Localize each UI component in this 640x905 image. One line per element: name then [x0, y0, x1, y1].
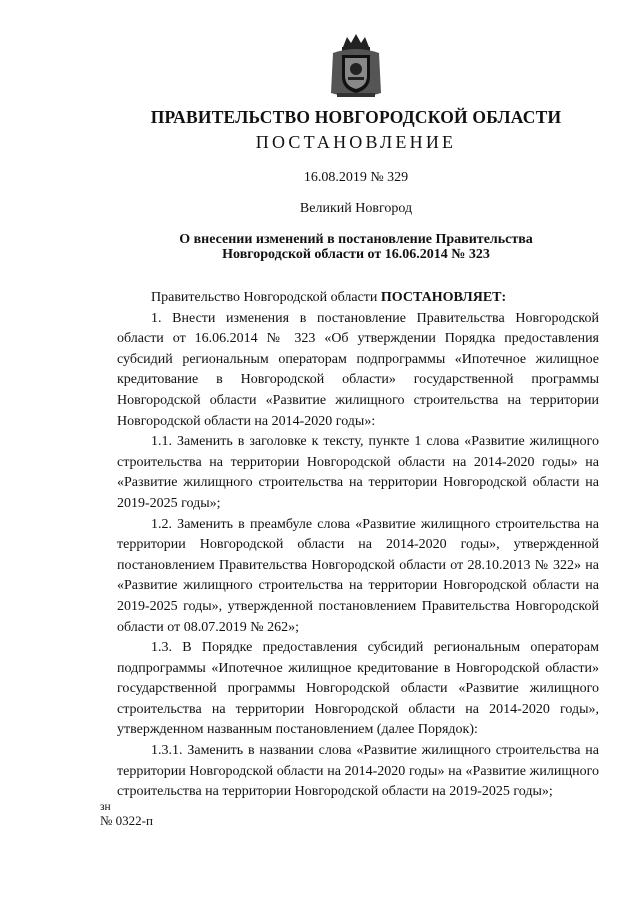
document-footer	[100, 800, 153, 828]
lead-keyword: ПОСТАНОВЛЯЕТ:	[380, 290, 507, 305]
paragraph-1-3: 1.3. В Порядке предоставления субсидий региональным операторам подпрограммы «Ипотечное жилищное кредитование в Новгородской области» государственной программы Новгородской области «Развитие жилищного строительства на территории Новгородской области на 2014-2020 годы», утвержденном названным постановлением (далее Порядок):	[117, 640, 599, 738]
subject-line: О внесении изменений в постановление Правительства	[179, 232, 533, 247]
paragraph-1-3-1: 1.3.1. Заменить в названии слова «Развитие жилищного строительства на территории Новгородской области на 2014-2020 годы» на «Развитие жилищного строительства на территории Новгородской области на 2019-2025 годы»;	[117, 743, 599, 800]
coat-of-arms-icon	[327, 31, 385, 101]
document-body	[117, 288, 599, 803]
subject-line: Новгородской области от 16.06.2014 № 323	[222, 247, 490, 262]
paragraph-1-1: 1.1. Заменить в заголовке к тексту, пункте 1 слова «Развитие жилищного строительства на территории Новгородской области на 2014-2020 годы» на «Развитие жилищного строительства на территории Новгородской области на 2019-2025 годы»;	[117, 434, 599, 511]
resolution-lead	[117, 288, 599, 309]
document-city: Великий Новгород	[299, 201, 413, 216]
footer-initials: зн	[100, 801, 111, 813]
paragraph-1: 1. Внести изменения в постановление Правительства Новгородской области от 16.06.2014 № 323 «Об утверждении Порядка предоставления субсидий региональным операторам подпрограммы «Ипотечное жилищное кредитование в Новгородской области» государственной программы Новгородской области «Развитие жилищного строительства на территории Новгородской области на 2014-2020 годы»:	[117, 310, 599, 429]
footer-code: № 0322-п	[100, 813, 153, 828]
document-date-number: 16.08.2019 № 329	[303, 170, 409, 185]
lead-text: Правительство Новгородской области	[151, 290, 381, 305]
government-title: ПРАВИТЕЛЬСТВО НОВГОРОДСКОЙ ОБЛАСТИ	[150, 107, 562, 127]
document-type: ПОСТАНОВЛЕНИЕ	[255, 132, 457, 152]
document-subject	[0, 232, 640, 262]
paragraph-1-2: 1.2. Заменить в преамбуле слова «Развитие жилищного строительства на территории Новгородской области на 2014-2020 годы», утвержденной постановлением Правительства Новгородской области от 28.10.2013 № 322» на «Развитие жилищного строительства на территории Новгородской области на 2019-2025 годы», утвержденной постановлением Правительства Новгородской области от 08.07.2019 № 262»;	[117, 516, 599, 635]
